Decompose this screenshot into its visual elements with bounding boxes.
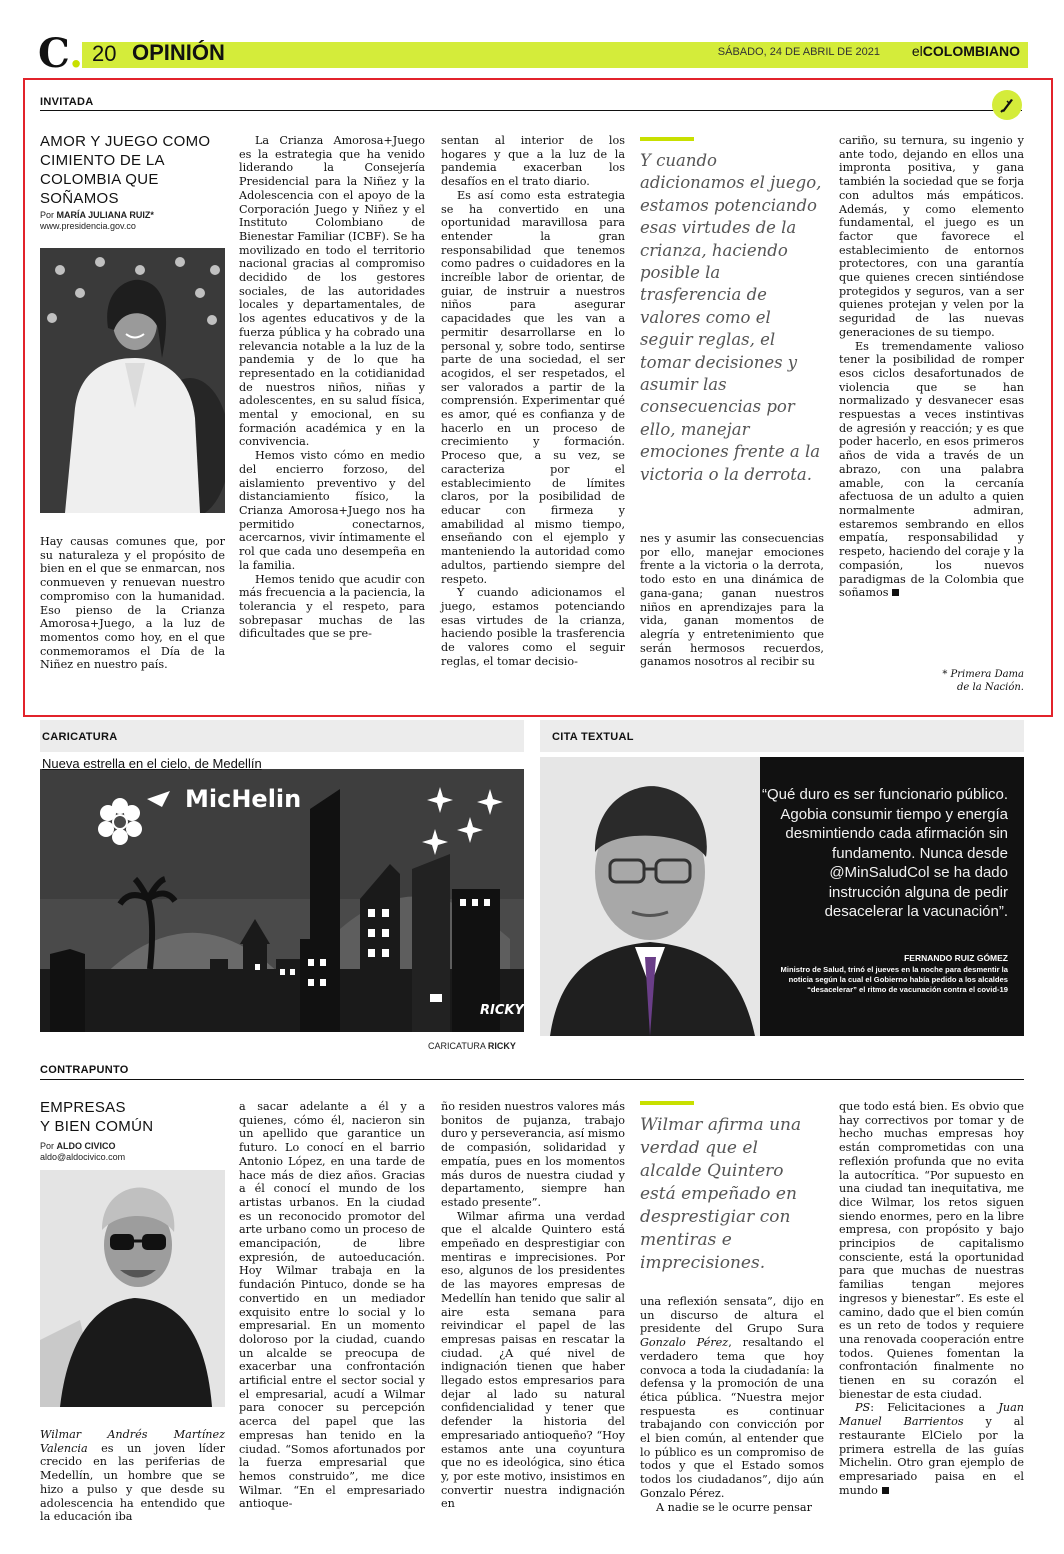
columnist-photo [40, 1170, 225, 1407]
invitada-column-5: cariño, su ternura, su ingenio y ante todo, dejando en ellos una impronta positiva, y gana también la sociedad que se forja con adultos más empáticos. Además, y como elemento fundamental, el juego es un factor que favorece el establecimiento de entornos protectores, con una garantía que quienes crecen sintiéndose protegidos y seguros, van a ser quienes protejan y velen por la seguridad de las nuevas generaciones de su tiempo. Es tremendamente valioso tener la posibilidad de romper esos ciclos desafortunados de violencia que se han normalizado y desvanecer esas respuestas a veces instintivas de agresión y reacción; y es que poder hacerlo, en esos primeros años de vida a través de un abrazo, con una palabra amable, con la cercanía afectuosa de un adulto a quien normalmente admiran, estaremos sembrando en ellos empatía, responsabilidad y respeto, haciendo del coraje y la compasión, los nuevos paradigmas de la Colombia que soñamos [839, 134, 1024, 600]
contrapunto-rule [40, 1079, 1024, 1080]
issue-date: SÁBADO, 24 DE ABRIL DE 2021 [717, 46, 880, 58]
contrapunto-column-4: una reflexión sensata”, dijo en un discurso de altura el presidente del Grupo Sura Gonzalo Pérez, resaltando el verdadero tema que hoy convoca a toda la ciudadanía: la defensa y la promoción de una ética pública. “Nuestra mejor respuesta es continuar trabajando con convicción por el bien común, al entender que lo público es un compromiso de todos y que el Estado somos todos los ciudadanos”, dijo aún Gonzalo Pérez. A nadie se le ocurre pensar [640, 1295, 824, 1514]
quote-box [540, 757, 1024, 1036]
invitada-column-2: La Crianza Amorosa+Juego es la estrategia que ha venido liderando la Consejería Presidencial para la Niñez y la Adolescencia con el apoyo de la Corporación Juego y Niñez y el Instituto Colombiano de Bienestar Familiar (ICBF). Se ha movilizado en todo el territorio nacional gracias al compromiso decidido de los gestores sociales, de las autoridades locales y departamentales, de los agentes educativos y de la fuerza pública y ha cobrado una relevancia notable a la luz de la pandemia y de lo que ha representado en la cotidianidad de nuestros niños, niñas y adolescentes, en su salud física, mental y emocional, en su formación académica y en la convivencia. Hemos visto cómo en medio del encierro forzoso, del aislamiento preventivo y del distanciamiento físico, la Crianza Amorosa+Juego nos ha permitido conectarnos, acercarnos, vivir íntimamente el rol que cada uno desempeña en la familia. Hemos tenido que acudir con más frecuencia a la paciencia, la tolerancia y el respeto, para sobrepasar muchas de las dificultades que se pre- [239, 134, 425, 641]
brand-name[interactable]: elCOLOMBIANO [911, 43, 1020, 59]
invitada-column-1: Hay causas comunes que, por su naturaleza y el propósito de bien en el que se enmarcan, nos conmueven y renuevan nuestro compromiso con la humanidad. Eso pienso de la Crianza Amorosa+Juego, a la luz de momentos como hoy, en el que conmemoramos el Día de la Niñez en nuestro país. [40, 535, 225, 672]
cita-label: CITA TEXTUAL [552, 731, 634, 743]
cartoon-title: Nueva estrella en el cielo, de Medellín [42, 756, 262, 771]
end-mark [882, 1487, 889, 1494]
quoted-person-name: FERNANDO RUIZ GÓMEZ [904, 953, 1008, 963]
contrapunto-headline: EMPRESAS Y BIEN COMÚN [40, 1099, 154, 1135]
contrapunto-column-5: que todo está bien. Es obvio que hay correctivos por tomar y de hecho muchas empresas hoy están comprometidas con una reflexión profunda que no evita la autocrítica. “Por supuesto en una ciudad tan inequitativa, me dice Wilmar, los retos siguen siendo enormes, pero en la libre empresa, con propósito y bajo principios de capitalismo consciente, está la oportunidad para que muchas de nuestras familias tengan mejores ingresos y bienestar”. Es este el camino, dado que el bien común es un reto de todos y requiere una renovada cooperación entre todos. Quienes fomentan la confrontación finalmente no tienen en su corazón el bienestar de esta ciudad. PS: Felicitaciones a Juan Manuel Barrientos y al restaurante ElCielo por la primera estrella de las guías Michelin. Otro gran ejemplo de empresariado paisa en el mundo [839, 1100, 1024, 1497]
author-name[interactable]: ALDO CIVICO [56, 1141, 116, 1151]
masthead [38, 30, 1028, 77]
invitada-label: INVITADA [40, 96, 94, 108]
subject-name: Wilmar Andrés Martínez Valencia [40, 1428, 225, 1455]
invitada-byline: Por MARÍA JULIANA RUIZ* www.presidencia.gov.co [40, 210, 154, 231]
contrapunto-label: CONTRAPUNTO [40, 1064, 129, 1076]
author-note: * Primera Dama de la Nación. [942, 669, 1024, 693]
author-photo [40, 248, 225, 513]
invitada-pullquote: Y cuando adicionamos el juego, estamos potenciando esas virtudes de la crianza, haciendo posible la trasferencia de valores como el seguir reglas, el tomar decisiones y asumir las consecuencias por ello, manejar emociones frente a la victoria o la derrota. [640, 151, 822, 484]
contrapunto-column-3: ño residen nuestros valores más bonitos de pujanza, trabajo duro y perseverancia, así mismo de compasión, solidaridad y empatía, pues en los momentos más duros de nuestra ciudad y departamento, siempre han estado presente”. Wilmar afirma una verdad que el alcalde Quintero está empeñado en desprestigiar con mentiras e imprecisiones. Por eso, algunos de los presidentes de las mayores empresas de Medellín han tenido que salir al aire esta semana para reivindicar el papel de las empresas paisas en rescatar la ciudad. ¿A qué nivel de indignación tienen que haber llegado estos empresarios para dejar al lado su natural confidencialidad y tener que defender la historia del empresariado antioqueño? “Hoy estamos ante una coyuntura que no es ideológica, sino ética y, por este motivo, insistimos en convertir nuestra indignación en [441, 1100, 625, 1511]
author-email[interactable]: aldo@aldocivico.com [40, 1152, 126, 1162]
cartoonist-signature: RICKY [480, 1003, 524, 1018]
cartoon-sign-text: MicHelin [185, 785, 302, 813]
invitada-headline: AMOR Y JUEGO COMO CIMIENTO DE LA COLOMBIA QUE SOÑAMOS [40, 133, 211, 207]
editorial-cartoon [40, 769, 524, 1032]
invitada-column-3: sentan al interior de los hogares y que a la luz de la pandemia exacerban los desafíos en el trato diario. Es así como esta estrategia se ha convertido en una oportunidad maravillosa para entender la gran responsabilidad que tenemos como padres o cuidadores en la increíble labor de orientar, de guiar, de instruir a nuestros niños para asegurar capacidades que les van a permitir desarrollarse en lo personal y, sobre todo, sentirse parte de una sociedad, el ser acogidos, el ser respetados, el ser valorados a partir de la comprensión. Experimentar qué es amor, qué es confianza y de hacerlo en un proceso de crecimiento y formación. Proceso que, a su vez, se caracteriza por el establecimiento de límites claros, por la posibilidad de educar con firmeza y amabilidad al mismo tiempo, enseñando con el ejemplo y manteniendo la autoridad como adultos, partiendo siempre del respeto. Y cuando adicionamos el juego, estamos potenciando esas virtudes de la crianza, haciendo posible la trasferencia de valores como el seguir reglas, el tomar decisio- [441, 134, 625, 668]
contrapunto-byline: Por ALDO CIVICO aldo@aldocivico.com [40, 1141, 126, 1162]
end-mark [892, 589, 899, 596]
section-title: OPINIÓN [132, 40, 225, 65]
pullquote-accent [640, 137, 694, 141]
page-number: 20 [92, 41, 117, 66]
newspaper-logo[interactable]: C. [38, 30, 84, 77]
quill-icon [992, 90, 1022, 120]
author-name[interactable]: MARÍA JULIANA RUIZ* [56, 210, 154, 220]
contrapunto-column-1: Wilmar Andrés Martínez Valencia es un joven líder crecido en las periferias de Medellín, un hombre que se hizo a pulso y que desde su adolescencia ha entendido que la educación iba [40, 1428, 225, 1524]
quote-text: “Qué duro es ser funcionario público. Agobia consumir tiempo y energía desmintiendo cada afirmación sin fundamento. Nunca desde @MinSaludCol se ha dado instrucción alguna de pedir desacelerar la vacunación”. [762, 786, 1008, 920]
pullquote-accent [640, 1101, 694, 1105]
invitada-column-4: nes y asumir las consecuencias por ello, manejar emociones frente a la victoria o la derrota, todo esto en una dinámica de gana-gana; ganan nuestros niños en aprendizajes para la vida, ganan momentos de alegría y entretenimiento que serán hermosos recuerdos, ganamos nosotros al recibir su [640, 532, 824, 669]
invitada-rule [40, 110, 1022, 111]
quoted-person-photo [540, 757, 760, 1036]
contrapunto-column-2: a sacar adelante a él y a quienes, cómo él, nacieron sin un apellido que garantice un futuro. Lo conocí en el barrio Antonio López, en una tarde de hace más de diez años. Gracias a él conocí el mundo de los artistas urbanos. En la ciudad es un reconocido promotor del arte urbano como un proceso de emancipación, de libre expresión, de autoeducación. Hoy Wilmar trabaja en la fundación Pintuco, donde se ha convertido en un mediador exquisito entre lo social y lo empresarial. En un momento doloroso por la ciudad, cuando un alcalde se preocupa de exacerbar una confrontación artificial entre el sector social y el empresarial, acudí a Wilmar para conocer su percepción acerca del papel que las empresas han tenido en la ciudad. “Somos afortunados por la fuerza empresarial que hemos construido”, me dice Wilmar. “En el empresariado antioque- [239, 1100, 425, 1511]
author-website[interactable]: www.presidencia.gov.co [40, 221, 136, 231]
quote-description: Ministro de Salud, trinó el jueves en la noche para desmentir la noticia según la cual el Gobierno había pedido a los alcaldes “desacelerar” el ritmo de vacunación contra el covid-19 [780, 965, 1008, 994]
cartoon-credit: CARICATURA RICKY [428, 1041, 516, 1051]
caricatura-label: CARICATURA [42, 731, 118, 743]
contrapunto-pullquote: Wilmar afirma una verdad que el alcalde Quintero está empeñado en desprestigiar con mentiras e imprecisiones. [640, 1115, 802, 1273]
